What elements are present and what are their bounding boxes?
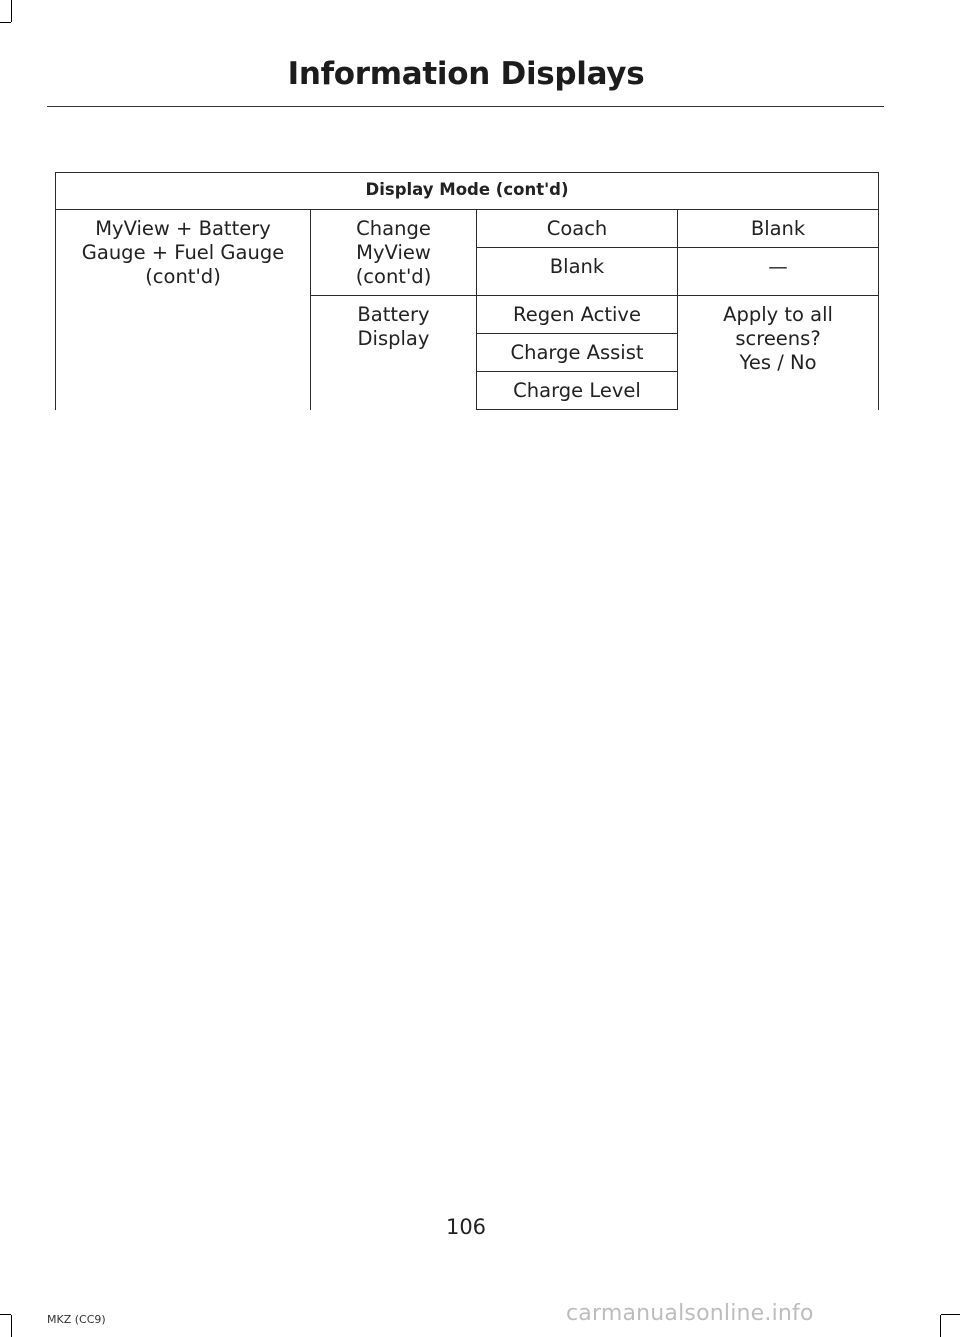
battery-display-line: Battery: [357, 303, 430, 326]
crop-mark: [0, 1314, 11, 1315]
regen-active-cell: Regen Active: [477, 296, 678, 334]
apply-all-line: screens?: [735, 327, 821, 350]
page-number: 106: [445, 1215, 487, 1239]
main-item-line: MyView + Battery: [95, 217, 271, 240]
apply-all-cell: [678, 296, 879, 410]
crop-mark: [11, 0, 12, 22]
display-mode-table: [55, 172, 879, 410]
blank-value-cell: —: [678, 248, 879, 296]
coach-value-cell: Blank: [678, 210, 879, 248]
apply-all-line: Apply to all: [723, 303, 833, 326]
coach-cell: Coach: [477, 210, 678, 248]
main-item-line: Gauge + Fuel Gauge: [81, 241, 285, 264]
change-myview-line: Change: [356, 217, 431, 240]
header-rule: [47, 106, 884, 107]
section-title: Information Displays: [287, 56, 645, 92]
charge-assist-cell: Charge Assist: [477, 334, 678, 372]
crop-mark: [940, 1315, 941, 1337]
document-code: MKZ (CC9): [47, 1313, 106, 1326]
change-myview-line: MyView: [356, 241, 431, 264]
watermark: carmanualsonline.info: [566, 1301, 814, 1326]
crop-mark: [941, 1314, 960, 1315]
change-myview-line: (cont'd): [355, 265, 432, 288]
charge-level-cell: Charge Level: [477, 372, 678, 410]
change-myview-cell: [311, 210, 477, 296]
main-item-cell: [56, 210, 311, 410]
crop-mark: [0, 22, 11, 23]
main-item-line: (cont'd): [145, 265, 221, 288]
battery-display-cell: [311, 296, 477, 410]
blank-cell: Blank: [477, 248, 678, 296]
apply-all-line: Yes / No: [739, 351, 817, 374]
crop-mark: [11, 1315, 12, 1337]
battery-display-line: Display: [357, 327, 430, 350]
table-caption: Display Mode (cont'd): [56, 173, 879, 210]
